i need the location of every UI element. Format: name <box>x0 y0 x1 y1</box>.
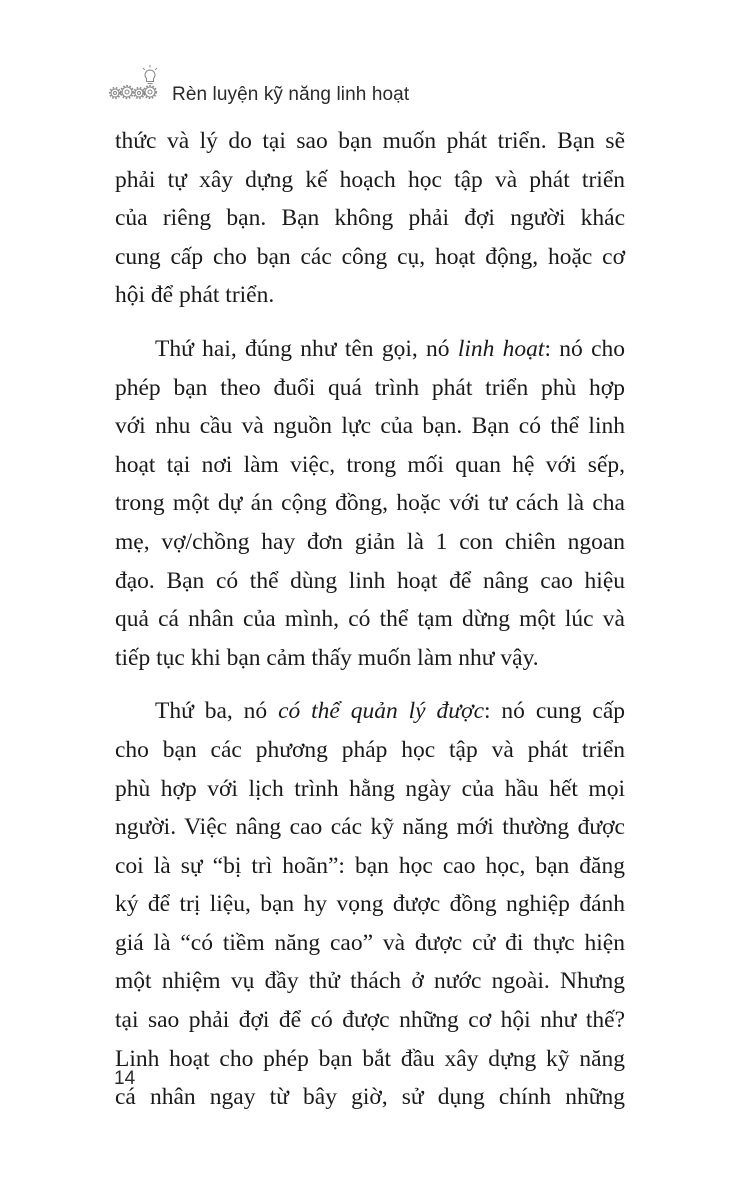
text-run: Thứ hai, đúng như tên gọi, nó <box>155 335 458 362</box>
text-line: quả cá nhân của mình, có thể tạm dừng một lúc và <box>115 606 625 633</box>
italic-term: linh hoạt <box>457 335 545 362</box>
text-run: : nó cung cấp <box>484 698 625 725</box>
paragraph <box>115 692 625 1117</box>
text-line: tại sao phải đợi để có được những cơ hội như thế? <box>115 1007 625 1034</box>
text-line: cho bạn các phương pháp học tập và phát triển <box>115 736 625 763</box>
text-line: cung cấp cho bạn các công cụ, hoạt động, hoặc cơ <box>115 243 625 270</box>
body-text <box>115 122 625 1117</box>
text-line: người. Việc nâng cao các kỹ năng mới thường được <box>115 814 625 841</box>
text-line: phép bạn theo đuổi quá trình phát triển phù hợp <box>115 374 625 401</box>
text-line: tiếp tục khi bạn cảm thấy muốn làm như vậy. <box>115 644 539 671</box>
text-line <box>115 692 625 731</box>
paragraph <box>115 122 625 315</box>
text-run: Thứ ba, nó <box>155 698 279 725</box>
text-line: coi là sự “bị trì hoãn”: bạn học cao học, bạn đăng <box>115 852 625 879</box>
text-line <box>115 330 625 369</box>
paragraph <box>115 330 625 677</box>
text-line: một nhiệm vụ đầy thử thách ở nước ngoài. Nhưng <box>115 968 625 995</box>
gears-lightbulb-icon <box>106 62 162 102</box>
text-line: cá nhân ngay từ bây giờ, sử dụng chính những <box>115 1084 625 1111</box>
text-line: thức và lý do tại sao bạn muốn phát triển. Bạn sẽ <box>115 128 625 154</box>
page-number: 14 <box>114 1068 136 1089</box>
text-run: : nó cho <box>544 335 625 362</box>
text-line: phù hợp với lịch trình hằng ngày của hầu hết mọi <box>115 775 625 802</box>
text-line: hội để phát triển. <box>115 282 275 309</box>
text-line: ký để trị liệu, bạn hy vọng được đồng nghiệp đánh <box>115 891 625 918</box>
text-line: đạo. Bạn có thể dùng linh hoạt để nâng cao hiệu <box>115 567 625 594</box>
text-line: trong một dự án cộng đồng, hoặc với tư cách là cha <box>115 490 625 517</box>
text-line: của riêng bạn. Bạn không phải đợi người khác <box>115 205 625 232</box>
italic-term: có thể quản lý được <box>278 698 485 725</box>
text-line: Linh hoạt cho phép bạn bắt đầu xây dựng kỹ năng <box>115 1045 625 1072</box>
text-line: hoạt tại nơi làm việc, trong mối quan hệ với sếp, <box>115 451 625 478</box>
text-line: phải tự xây dựng kế hoạch học tập và phát triển <box>115 166 625 193</box>
text-line: mẹ, vợ/chồng hay đơn giản là 1 con chiên ngoan <box>115 528 625 555</box>
text-line: với nhu cầu và nguồn lực của bạn. Bạn có thể linh <box>115 413 625 440</box>
running-header-title: Rèn luyện kỹ năng linh hoạt <box>172 84 410 105</box>
text-line: giá là “có tiềm năng cao” và được cử đi thực hiện <box>115 929 625 956</box>
